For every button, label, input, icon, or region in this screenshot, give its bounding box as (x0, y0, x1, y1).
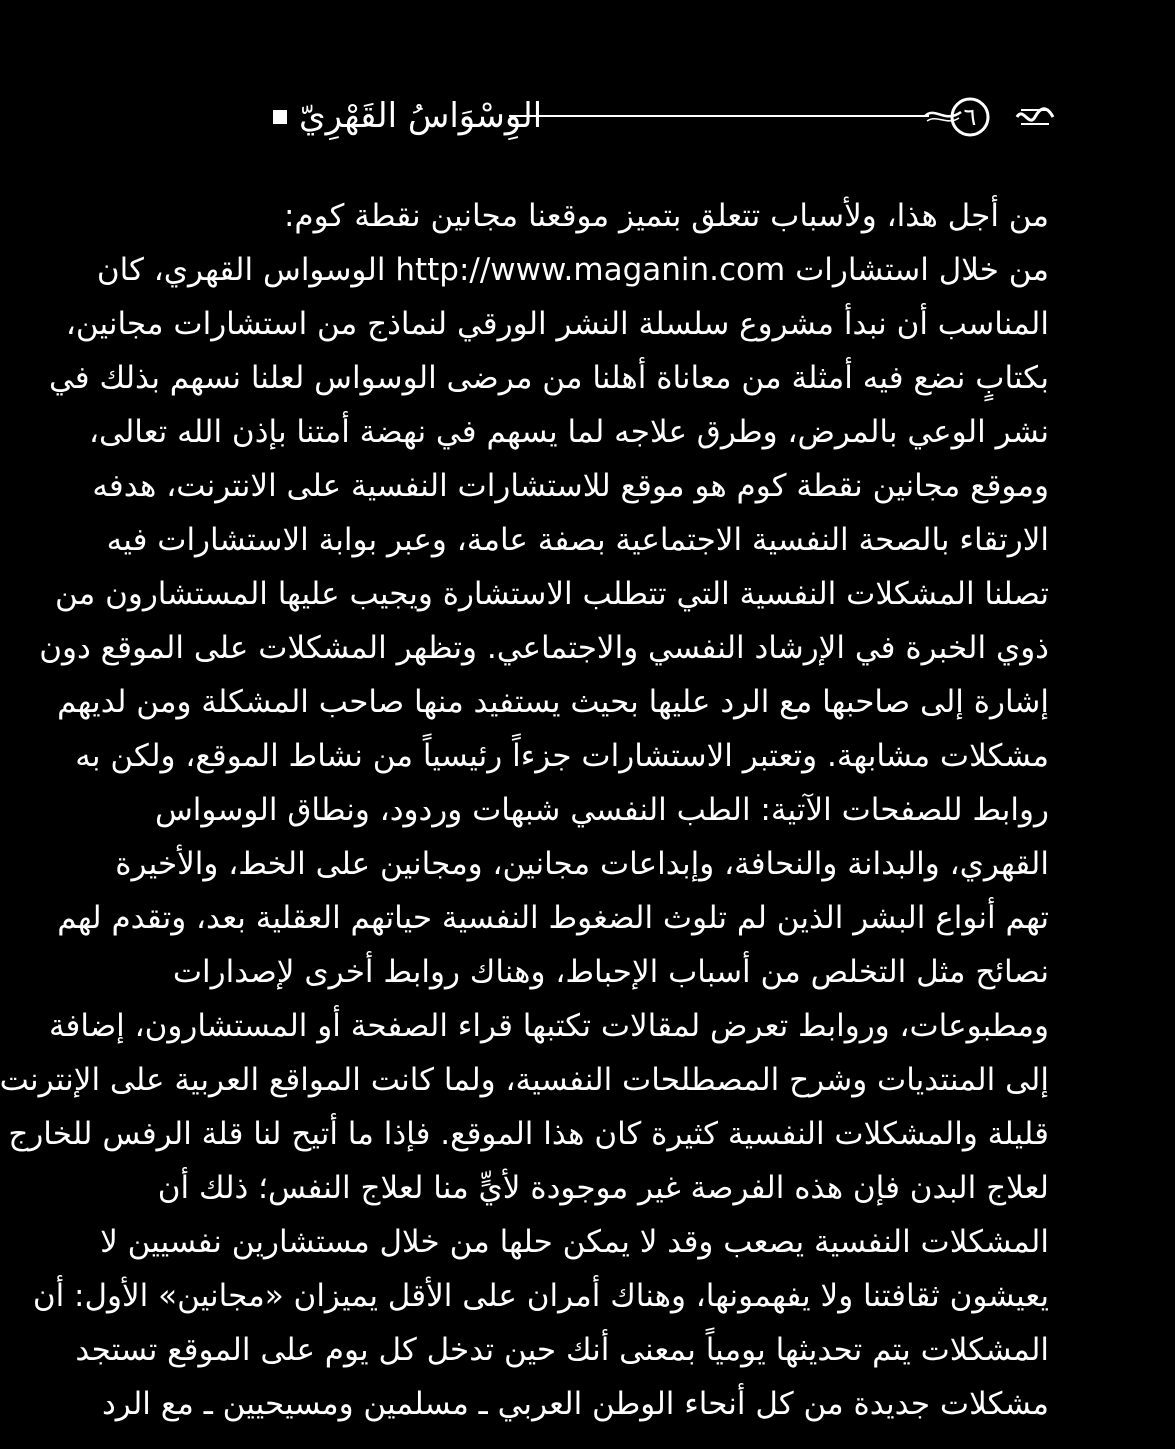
body-line: نشر الوعي بالمرض، وطرق علاجه لما يسهم في نهضة أمتنا بإذن الله تعالى، (88, 414, 1049, 450)
page-number: ٦ (963, 103, 977, 131)
body-line: وموقع مجانين نقطة كوم هو موقع للاستشارات النفسية على الانترنت، هدفه (92, 468, 1049, 504)
body-line: المناسب أن نبدأ مشروع سلسلة النشر الورقي لنماذج من استشارات مجانين، (65, 306, 1049, 342)
body-line: مشكلات جديدة من كل أنحاء الوطن العربي ـ مسلمين ومسيحيين ـ مع الرد (101, 1386, 1049, 1422)
body-line: بكتابٍ نضع فيه أمثلة من معاناة أهلنا من مرضى الوسواس لعلنا نسهم بذلك في (48, 360, 1049, 396)
square-bullet-icon (273, 110, 287, 124)
body-line: المشكلات النفسية يصعب وقد لا يمكن حلها من خلال مستشارين نفسيين لا (100, 1224, 1049, 1260)
body-line: من أجل هذا، ولأسباب تتعلق بتميز موقعنا مجانين نقطة كوم: (283, 198, 1049, 234)
body-line: القهري، والبدانة والنحافة، وإبداعات مجانين، ومجانين على الخط، والأخيرة (115, 846, 1049, 882)
body-line: لعلاج البدن فإن هذه الفرصة غير موجودة لأيٍّ منا لعلاج النفس؛ ذلك أن (157, 1170, 1049, 1206)
body-line: إلى المنتديات وشرح المصطلحات النفسية، ولما كانت المواقع العربية على الإنترنت (0, 1062, 1049, 1098)
body-line: تصلنا المشكلات النفسية التي تتطلب الاستشارة ويجيب عليها المستشارون من (55, 576, 1049, 612)
body-line: المشكلات يتم تحديثها يومياً بمعنى أنك حين تدخل كل يوم على الموقع تستجد (75, 1332, 1049, 1368)
body-line: مشكلات مشابهة. وتعتبر الاستشارات جزءاً رئيسياً من نشاط الموقع، ولكن به (75, 738, 1049, 774)
running-title: الوِسْوَاسُ القَهْرِيّ (299, 96, 543, 136)
body-line: من خلال استشارات http://www.maganin.com الوسواس القهري، كان (96, 252, 1049, 288)
body-line: ومطبوعات، وروابط تعرض لمقالات تكتبها قراء الصفحة أو المستشارون، إضافة (48, 1008, 1049, 1044)
page-body (0, 189, 1049, 1431)
body-line: روابط للصفحات الآتية: الطب النفسي شبهات وردود، ونطاق الوسواس (154, 792, 1049, 828)
body-line: نصائح مثل التخلص من أسباب الإحباط، وهناك روابط أخرى لإصدارات (172, 954, 1049, 990)
header-rule-line (509, 115, 929, 117)
body-line: الارتقاء بالصحة النفسية الاجتماعية بصفة عامة، وعبر بوابة الاستشارات فيه (106, 522, 1049, 558)
ornament-icon (1015, 104, 1055, 130)
body-line: يعيشون ثقافتنا ولا يفهمونها، وهناك أمران على الأقل يميزان «مجانين» الأول: أن (32, 1278, 1049, 1314)
page-header (273, 96, 1053, 136)
body-line: إشارة إلى صاحبها مع الرد عليها بحيث يستفيد منها صاحب المشكلة ومن لديهم (57, 684, 1049, 720)
body-line: تهم أنواع البشر الذين لم تلوث الضغوط النفسية حياتهم العقلية بعد، وتقدم لهم (57, 900, 1049, 936)
body-line: ذوي الخبرة في الإرشاد النفسي والاجتماعي. وتظهر المشكلات على الموقع دون (39, 630, 1049, 666)
body-line: قليلة والمشكلات النفسية كثيرة كان هذا الموقع. فإذا ما أتيح لنا قلة الرفس للخارج (8, 1116, 1049, 1152)
